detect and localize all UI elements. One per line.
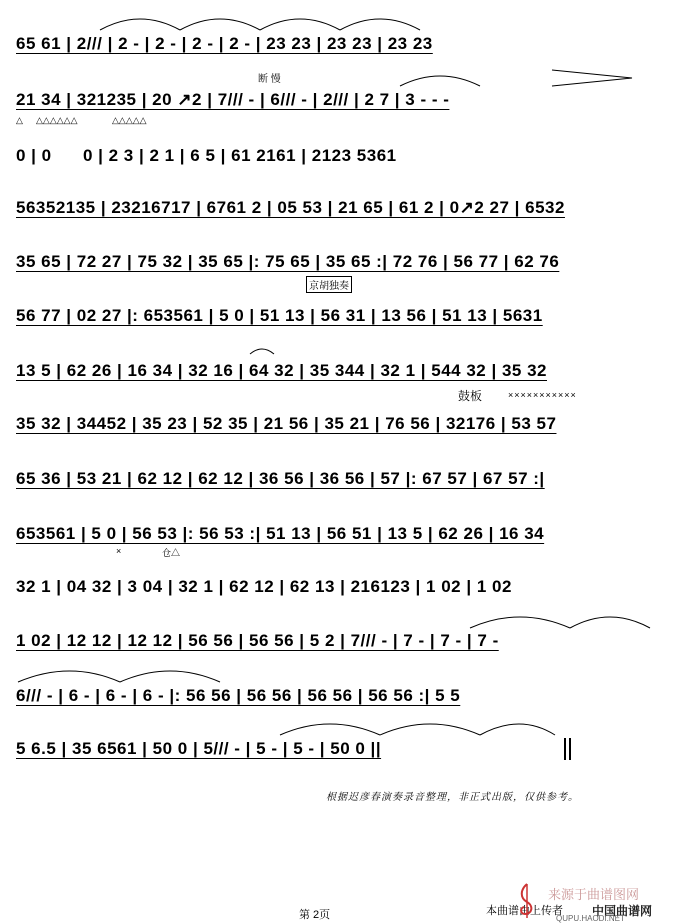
score-line-9 <box>10 465 666 505</box>
slur <box>100 19 180 30</box>
score-line-12 <box>10 627 666 667</box>
x-mark: × <box>116 546 122 556</box>
guban-label: 鼓板 <box>458 389 483 403</box>
notation-line-11: 32 1 | 04 32 | 3 04 | 32 1 | 62 12 | 62 13 | 216123 | 1 02 | 1 02 <box>16 577 512 596</box>
notation-line-1: 65 61 | 2/// | 2 - | 2 - | 2 - | 2 - | 23 23 | 23 23 | 23 23 <box>16 34 433 53</box>
slur <box>400 76 480 86</box>
uploader-note: 本曲谱由上传者 <box>486 905 563 917</box>
jinghu-solo-label: 京胡独奏 <box>306 276 352 293</box>
duanyin-annotation: 断 慢 <box>258 74 281 85</box>
watermark-cn: 来源于曲谱图网 <box>548 887 640 902</box>
watermark-site: 中国曲谱网 <box>592 904 653 918</box>
score-line-14 <box>10 735 666 775</box>
source-note: 根据迟彦春演奏录音整理，非正式出版，仅供参考。 <box>326 792 579 803</box>
slur <box>380 724 480 735</box>
score-line-8 <box>10 410 666 450</box>
slur <box>18 671 120 682</box>
slur <box>280 724 380 735</box>
notation-line-14: 5 6.5 | 35 6561 | 50 0 | 5/// - | 5 - | 5 - | 50 0 || <box>16 739 382 758</box>
score-line-11 <box>10 573 666 613</box>
slur <box>260 19 340 30</box>
treble-clef-logo-icon <box>512 880 542 920</box>
notation-line-9: 65 36 | 53 21 | 62 12 | 62 12 | 36 56 | 36 56 | 57 |: 67 57 | 67 57 :| <box>16 469 545 488</box>
crescendo-hairpin <box>552 70 632 86</box>
triangle-group-2: △△△△△ <box>112 115 147 125</box>
notation-line-13: 6/// - | 6 - | 6 - | 6 - |: 56 56 | 56 56 | 56 56 | 56 56 :| 5 5 <box>16 686 461 705</box>
notation-line-5: 35 65 | 72 27 | 75 32 | 35 65 |: 75 65 | 35 65 :| 72 76 | 56 77 | 62 76 <box>16 252 560 271</box>
triangle-mark: △ <box>16 115 23 125</box>
score-line-1 <box>10 30 666 70</box>
score-line-6 <box>10 302 666 342</box>
notation-line-8: 35 32 | 34452 | 35 23 | 52 35 | 21 56 | 35 21 | 76 56 | 32176 | 53 57 <box>16 414 557 433</box>
score-line-4 <box>10 194 666 234</box>
slur <box>480 724 555 735</box>
watermark-url: QUPU.HAODI.NET <box>556 914 625 923</box>
notation-line-3: 0 | 0 0 | 2 3 | 2 1 | 6 5 | 61 2161 | 2123 5361 <box>16 146 397 165</box>
cang-annotation: 仓△ <box>162 548 181 558</box>
score-line-3 <box>10 142 666 182</box>
notation-line-6: 56 77 | 02 27 |: 653561 | 5 0 | 51 13 | 56 31 | 13 56 | 51 13 | 5631 <box>16 306 543 325</box>
score-line-2 <box>10 86 666 126</box>
slur <box>340 19 420 30</box>
notation-line-2: 21 34 | 321235 | 20 ↗2 | 7/// - | 6/// - | 2/// | 2 7 | 3 - - - <box>16 90 450 109</box>
score-line-10 <box>10 520 666 560</box>
guban-pattern: ××××××××××× <box>508 390 577 400</box>
page-number: 第 2页 <box>299 909 331 921</box>
triangle-group-1: △△△△△△ <box>36 115 78 125</box>
notation-line-12: 1 02 | 12 12 | 12 12 | 56 56 | 56 56 | 5 2 | 7/// - | 7 - | 7 - | 7 - <box>16 631 499 650</box>
notation-line-4: 56352135 | 23216717 | 6761 2 | 05 53 | 21 65 | 61 2 | 0↗2 27 | 6532 <box>16 198 565 217</box>
slur <box>250 349 274 354</box>
slur <box>180 19 260 30</box>
notation-line-7: 13 5 | 62 26 | 16 34 | 32 16 | 64 32 | 35 344 | 32 1 | 544 32 | 35 32 <box>16 361 547 380</box>
slur <box>120 671 220 682</box>
score-line-13 <box>10 682 666 722</box>
notation-line-10: 653561 | 5 0 | 56 53 |: 56 53 :| 51 13 | 56 51 | 13 5 | 62 26 | 16 34 <box>16 524 545 543</box>
